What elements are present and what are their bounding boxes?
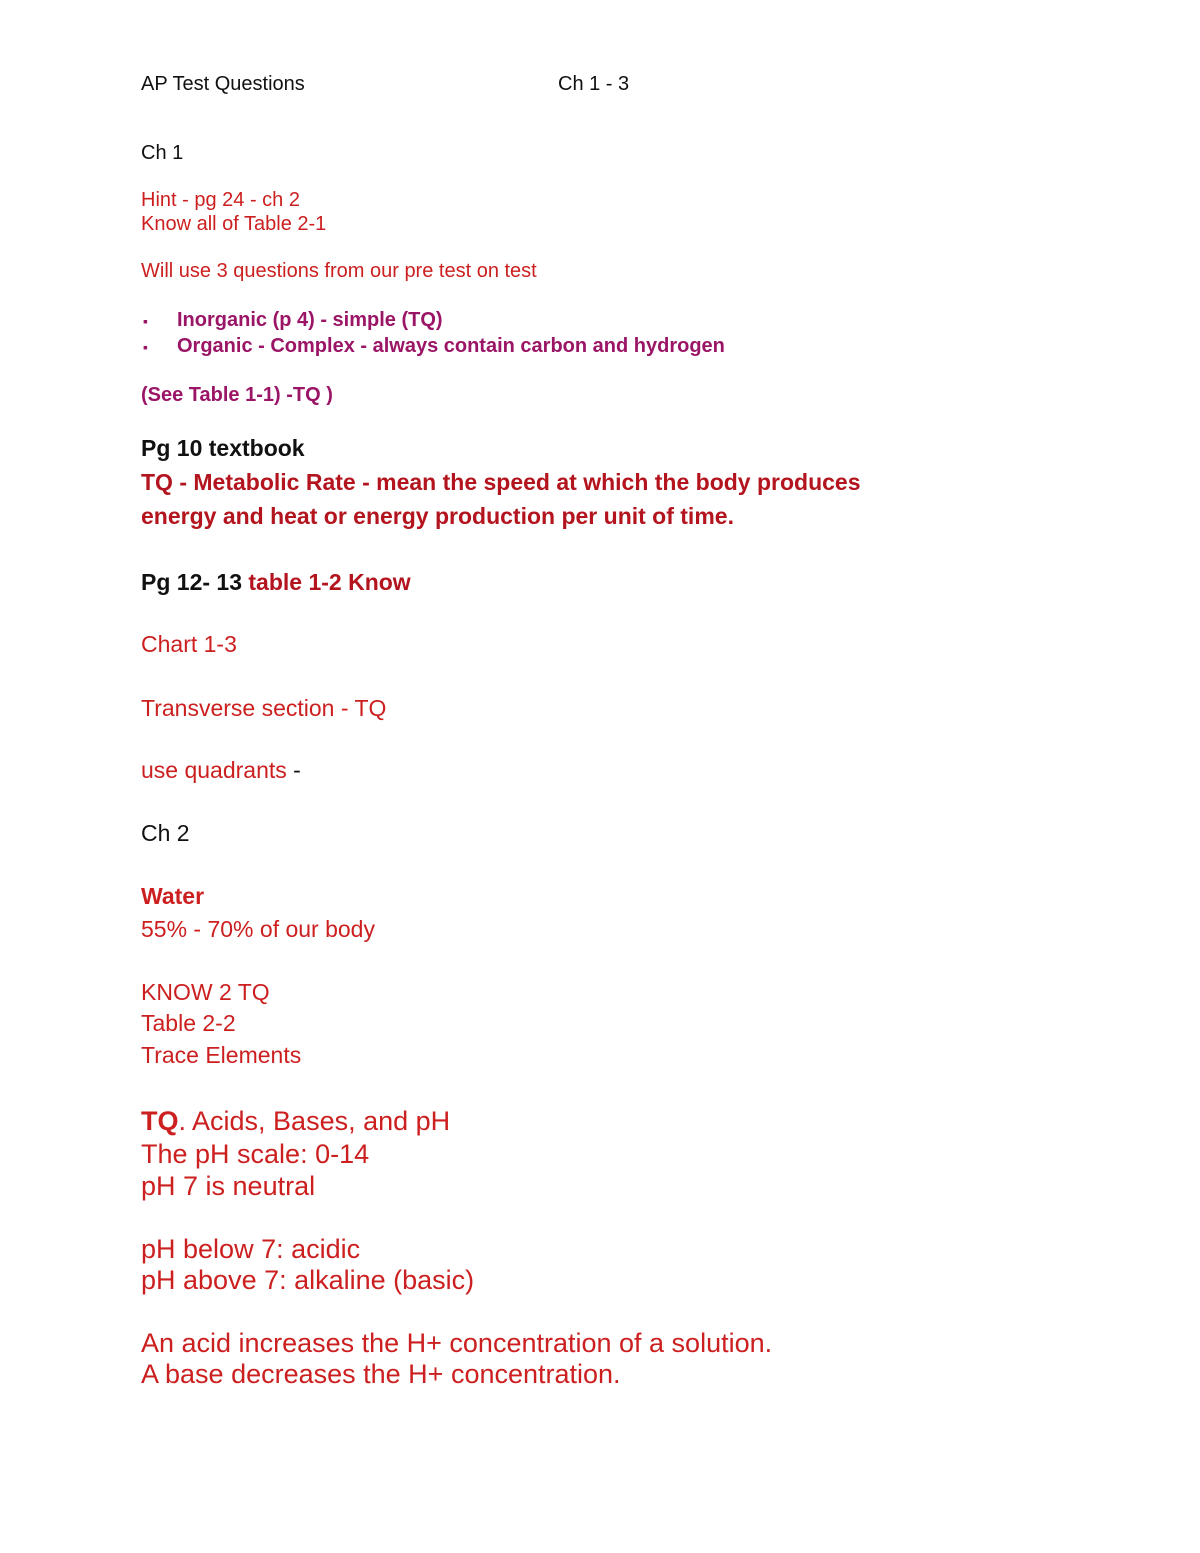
pg10-heading: Pg 10 textbook (141, 435, 305, 461)
pg12-prefix: Pg 12- 13 (141, 569, 242, 595)
see-table-note: (See Table 1-1) -TQ ) (141, 384, 333, 406)
base-definition-line: A base decreases the H+ concentration. (141, 1359, 621, 1389)
bullet-marker: ▪ (143, 339, 148, 355)
bullet-inorganic: Inorganic (p 4) - simple (TQ) (177, 309, 443, 331)
trace-elements-line: Trace Elements (141, 1042, 302, 1068)
quadrants-dash: - (286, 757, 301, 783)
transverse-line: Transverse section - TQ (141, 695, 387, 721)
water-heading: Water (141, 883, 205, 909)
acids-bases-heading (141, 1108, 450, 1135)
acids-bases-text: . Acids, Bases, and pH (178, 1106, 451, 1136)
pg12-suffix: table 1-2 Know (242, 569, 411, 595)
chart-line: Chart 1-3 (141, 631, 237, 657)
metabolic-rate-line2: energy and heat or energy production per unit of time. (141, 503, 734, 529)
hint-line: Hint - pg 24 - ch 2 (141, 189, 300, 211)
ch1-heading: Ch 1 (141, 142, 184, 164)
ph-below-line: pH below 7: acidic (141, 1234, 361, 1264)
water-body: 55% - 70% of our body (141, 916, 375, 942)
know-tq-line: KNOW 2 TQ (141, 979, 270, 1005)
quadrants-text: use quadrants (141, 757, 287, 783)
acid-definition-line: An acid increases the H+ concentration of a solution. (141, 1328, 773, 1358)
table-2-2-line: Table 2-2 (141, 1010, 236, 1036)
quadrants-line (141, 759, 301, 782)
ch2-heading: Ch 2 (141, 820, 190, 846)
tq-label: TQ (141, 1106, 179, 1136)
ph-scale-line: The pH scale: 0-14 (141, 1139, 370, 1169)
document-header-title: AP Test Questions (141, 73, 305, 95)
pretest-note: Will use 3 questions from our pre test on test (141, 260, 537, 282)
document-header-chapters: Ch 1 - 3 (558, 73, 630, 95)
bullet-organic: Organic - Complex - always contain carbon and hydrogen (177, 335, 725, 357)
know-table-line: Know all of Table 2-1 (141, 213, 327, 235)
ph-above-line: pH above 7: alkaline (basic) (141, 1265, 475, 1295)
bullet-marker: ▪ (143, 313, 148, 329)
metabolic-rate-line1: TQ - Metabolic Rate - mean the speed at which the body produces (141, 469, 861, 495)
ph-neutral-line: pH 7 is neutral (141, 1171, 316, 1201)
pg12-line (141, 571, 411, 594)
